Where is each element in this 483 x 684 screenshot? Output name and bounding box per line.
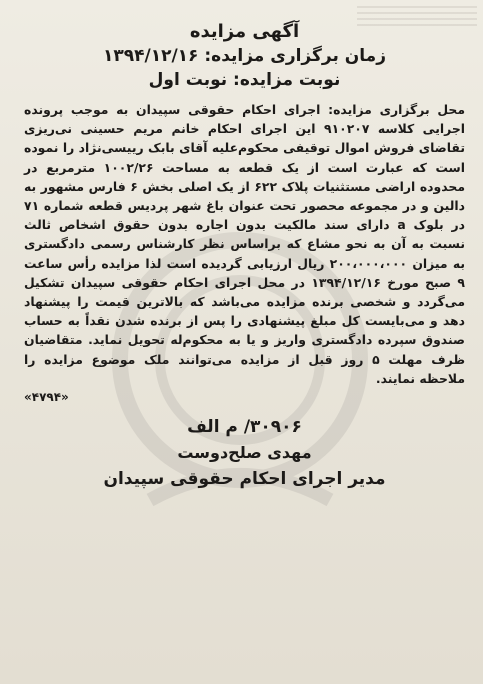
notice-body-paragraph: محل برگزاری مزایده: اجرای احکام حقوقی سپیدان به موجب پرونده اجرایی کلاسه ۹۱۰۲۰۷ این اجرای احکام خانم مریم حسینی نی‌ریزی تقاضای فروش اموال توقیفی محکوم‌علیه آقای بابک رییسی‌نژاد را نموده است که عبارت است از یک قطعه به مساحت ۱۰۰۲/۲۶ مترمربع در محدوده اراضی مستثنیات پلاک ۶۲۲ از یک اصلی بخش ۶ فارس مشهور به دالین و در مجموعه محصور تحت عنوان باغ شهر پردیس قطعه شماره ۷۱ در بلوک a دارای سند مالکیت بدون اجاره بدون حقوق اشخاص ثالث نسبت به آن به نحو مشاع که براساس نظر کارشناس رسمی دادگستری به میزان ۲۰۰،۰۰۰،۰۰۰ ریال ارزیابی گردیده است لذا مزایده رأس ساعت ۹ صبح مورخ ۱۳۹۴/۱۲/۱۶ در محل اجرای احکام حقوقی سپیدان تشکیل می‌گردد و شخصی برنده مزایده می‌باشد که بالاترین قیمت را پیشنهاد دهد و می‌بایست کل مبلغ پیشنهادی را پس از برنده شدن نقداً به حساب صندوق سپرده دادگستری واریز و یا به محکوم‌له تحویل نماید. متقاضیان ظرف مهلت ۵ روز قبل از مزایده می‌توانند ملک موضوع مزایده را ملاحظه نمایند. xyxy=(24,102,466,386)
reference-code: «۴۷۹۴» xyxy=(24,390,69,405)
signature-code: ۳۰۹۰۶/ م الف xyxy=(187,417,302,438)
signatory-role: مدیر اجرای احکام حقوقی سپیدان xyxy=(103,469,386,490)
auction-date-line: زمان برگزاری مزایده: ۱۳۹۴/۱۲/۱۶ xyxy=(103,46,386,66)
signatory-name: مهدی صلح‌دوست xyxy=(177,443,312,463)
notice-body xyxy=(24,100,465,388)
signature-block xyxy=(24,414,465,492)
notice-title: آگهی مزایده xyxy=(189,21,300,42)
notice xyxy=(24,18,465,492)
auction-round-line: نوبت مزایده: نوبت اول xyxy=(148,70,341,90)
